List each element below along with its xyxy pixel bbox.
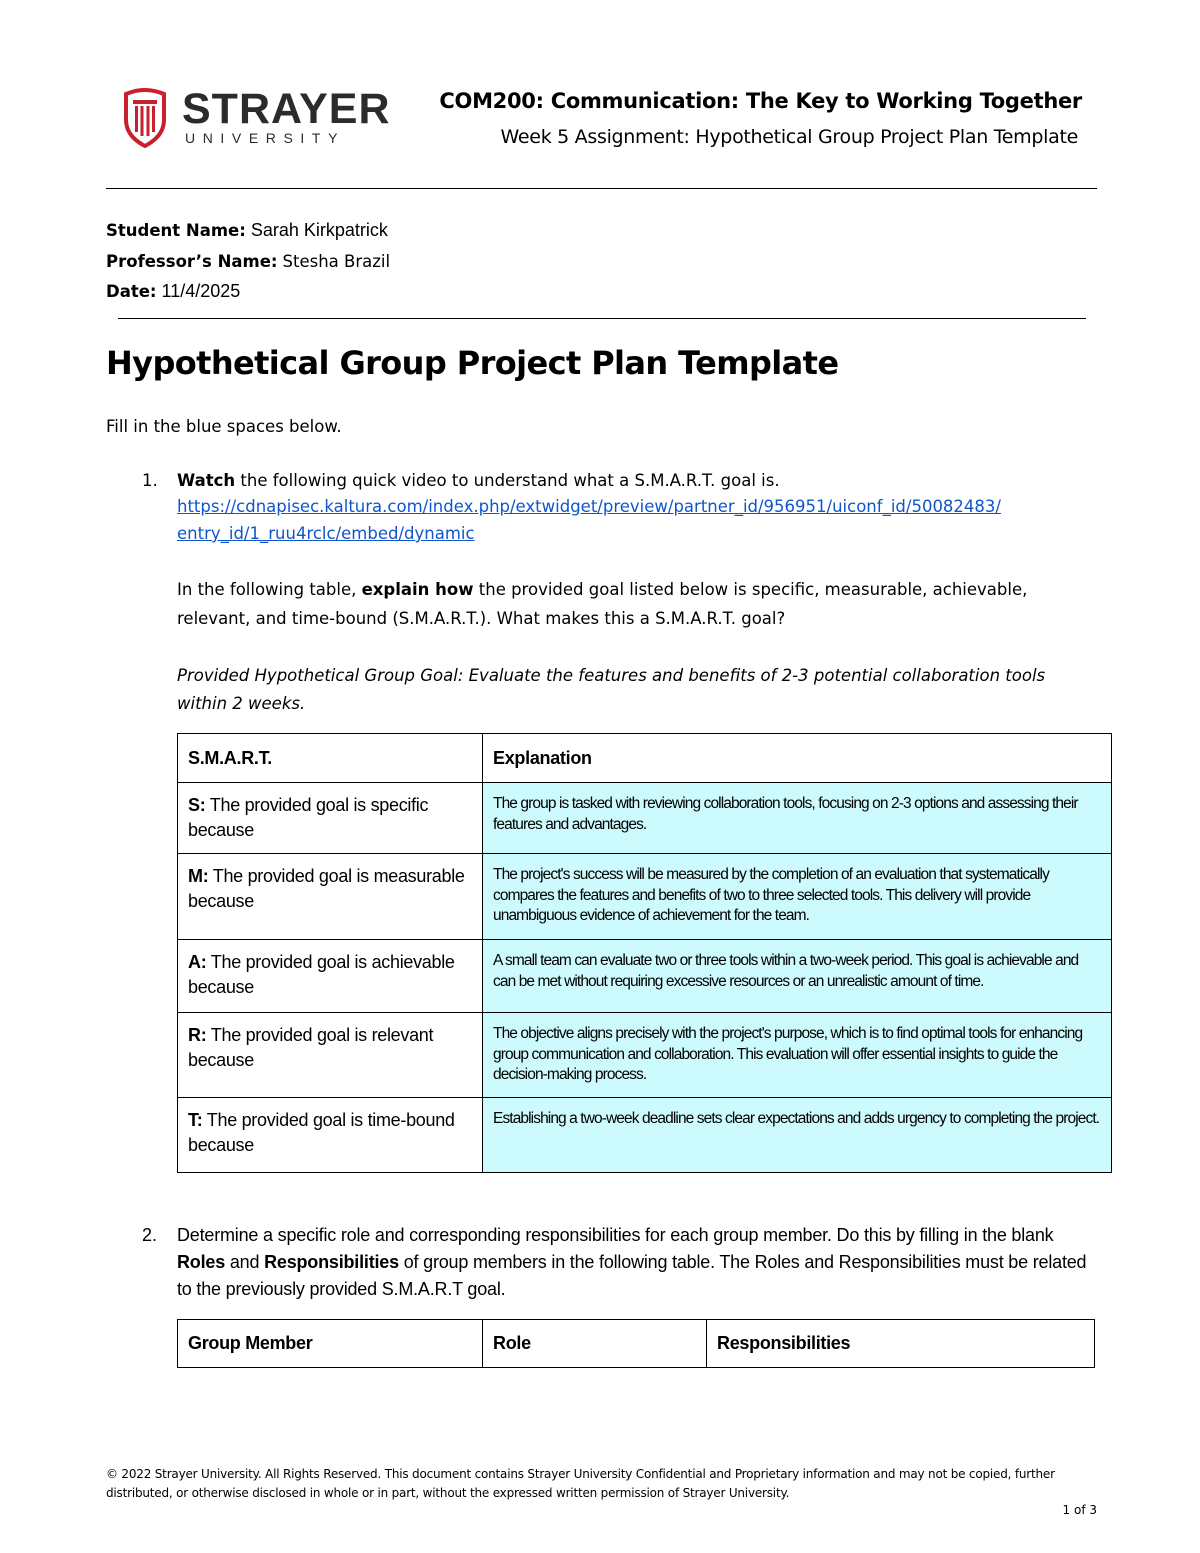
smart-label-cell — [178, 854, 483, 940]
student-name-label: Student Name: — [106, 221, 246, 240]
date-value: 11/4/2025 — [161, 281, 241, 301]
explanation-answer-cell[interactable]: The group is tasked with reviewing collaboration tools, focusing on 2-3 options and assessing their features and advantages. — [483, 783, 1112, 854]
brand-name: STRAYER — [182, 85, 391, 133]
smart-label-cell — [178, 1097, 483, 1172]
roles-table — [177, 1319, 1095, 1368]
smart-label-cell — [178, 940, 483, 1013]
goal-line2: within 2 weeks. — [177, 694, 306, 713]
smart-label: The provided goal is specific because — [188, 795, 429, 840]
table-row — [178, 783, 1112, 854]
smart-letter: M: — [188, 866, 209, 886]
q1-explain-line1 — [177, 576, 1027, 604]
smart-letter: S: — [188, 795, 206, 815]
video-link-line1[interactable]: https://cdnapisec.kaltura.com/index.php/extwidget/preview/partner_id/956951/uiconf_id/50082483/ — [177, 497, 1001, 516]
q2-text-post: of group members in the following table. The Roles and Responsibilities must be related to the previously provided S.M.A.R.T goal. — [177, 1252, 1087, 1299]
q2-roles-bold: Roles — [177, 1252, 226, 1272]
instructions: Fill in the blue spaces below. — [106, 417, 342, 436]
smart-label: The provided goal is achievable because — [188, 952, 455, 997]
q1-explain-pre: In the following table, — [177, 580, 362, 599]
footer-copyright: © 2022 Strayer University. All Rights Reserved. This document contains Strayer University Confidential and Proprietary information and may not be copied, further distributed, or otherwise disclosed in whole or in part, without the expressed written permission of Strayer University. — [106, 1467, 1055, 1500]
course-title: COM200: Communication: The Key to Working Together — [439, 89, 1082, 113]
explanation-answer-cell[interactable]: A small team can evaluate two or three tools within a two-week period. This goal is achievable and can be met without requiring excessive resources or an unrealistic amount of time. — [483, 940, 1112, 1013]
responsibilities-header: Responsibilities — [707, 1320, 1095, 1368]
brand-subtitle: UNIVERSITY — [185, 130, 346, 146]
roles-header-row — [178, 1320, 1095, 1368]
q1-watch-line — [177, 467, 780, 495]
info-divider — [118, 318, 1086, 320]
date-line — [106, 281, 240, 302]
header-divider — [106, 188, 1097, 189]
explanation-answer-cell[interactable]: The project's success will be measured by the completion of an evaluation that systematically compares the features and benefits of two to three selected tools. This delivery will provide unambiguous evidence of achievement for the team. — [483, 854, 1112, 940]
q1-explain-line2: relevant, and time-bound (S.M.A.R.T.). What makes this a S.M.A.R.T. goal? — [177, 609, 786, 628]
smart-letter: T: — [188, 1109, 203, 1130]
explanation-header-cell: Explanation — [483, 734, 1112, 783]
smart-label: The provided goal is measurable because — [188, 866, 465, 911]
group-member-header: Group Member — [178, 1320, 483, 1368]
q2-number: 2. — [142, 1225, 158, 1245]
q1-explain-post: the provided goal listed below is specific, measurable, achievable, — [473, 580, 1028, 599]
q2-and: and — [225, 1252, 265, 1272]
smart-header-row — [178, 734, 1112, 783]
smart-label-cell — [178, 783, 483, 854]
table-row — [178, 1013, 1112, 1098]
smart-letter: R: — [188, 1025, 207, 1045]
q1-watch-bold: Watch — [177, 471, 236, 490]
page-number: 1 of 3 — [1062, 1503, 1097, 1517]
explanation-answer-cell[interactable]: Establishing a two-week deadline sets clear expectations and adds urgency to completing the project. — [483, 1097, 1112, 1172]
student-name-line — [106, 220, 388, 241]
smart-letter: A: — [188, 952, 207, 972]
role-header: Role — [483, 1320, 707, 1368]
q2-text-pre: Determine a specific role and corresponding responsibilities for each group member. Do this by filling in the blank — [177, 1225, 1054, 1245]
document-title: Hypothetical Group Project Plan Template — [106, 344, 839, 382]
table-row — [178, 1097, 1112, 1172]
q1-watch-rest: the following quick video to understand what a S.M.A.R.T. goal is. — [235, 471, 780, 490]
q2-instructions — [177, 1222, 1097, 1303]
student-name-value: Sarah Kirkpatrick — [250, 220, 388, 240]
smart-label: The provided goal is time-bound because — [188, 1109, 455, 1155]
explanation-answer-cell[interactable]: The objective aligns precisely with the project's purpose, which is to find optimal tools for enhancing group communication and collaboration. This evaluation will offer essential insights to guide the decision-making process. — [483, 1013, 1112, 1098]
video-link-line2[interactable]: entry_id/1_ruu4rclc/embed/dynamic — [177, 524, 475, 543]
smart-header-cell: S.M.A.R.T. — [178, 734, 483, 783]
q2-responsibilities-bold: Responsibilities — [264, 1252, 399, 1272]
strayer-logo — [122, 85, 391, 152]
q1-explain-bold: explain how — [361, 580, 474, 599]
assignment-title: Week 5 Assignment: Hypothetical Group Project Plan Template — [500, 126, 1078, 148]
smart-table — [177, 733, 1112, 1173]
professor-name-label: Professor’s Name: — [106, 252, 278, 271]
q1-number: 1. — [142, 471, 158, 490]
smart-label-cell — [178, 1013, 483, 1098]
table-row — [178, 854, 1112, 940]
smart-label: The provided goal is relevant because — [188, 1025, 434, 1070]
goal-line1: Provided Hypothetical Group Goal: Evaluate the features and benefits of 2-3 potential collaboration tools — [177, 666, 1046, 685]
date-label: Date: — [106, 282, 157, 301]
professor-name-line — [106, 251, 390, 272]
shield-logo-icon — [122, 88, 168, 148]
table-row — [178, 940, 1112, 1013]
professor-name-value: Stesha Brazil — [282, 252, 391, 271]
